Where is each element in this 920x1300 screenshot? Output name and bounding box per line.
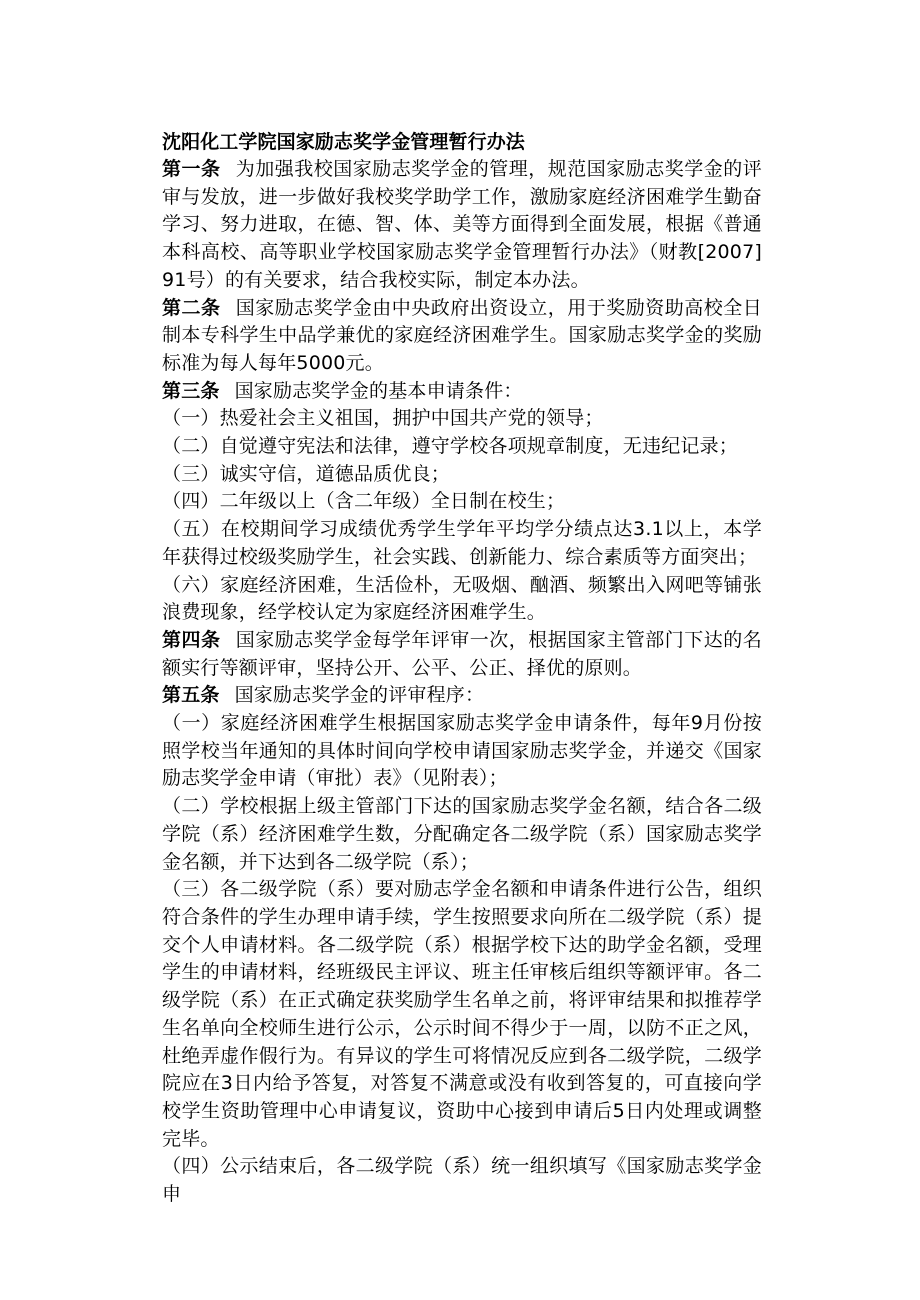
article-paragraph xyxy=(162,682,762,710)
document-title: 沈阳化工学院国家励志奖学金管理暂行办法 xyxy=(162,131,525,153)
article-paragraph xyxy=(162,156,762,295)
article-paragraph xyxy=(162,627,762,682)
clause-paragraph xyxy=(162,876,762,1153)
paragraph-text: （三）诚实守信，道德品质优良； xyxy=(162,462,451,485)
paragraph-text: （二）学校根据上级主管部门下达的国家励志奖学金名额，结合各二级学院（系）经济困难学生数，分配确定各二级学院（系）国家励志奖学金名额，并下达到各二级学院（系）； xyxy=(162,795,762,873)
clause-paragraph xyxy=(162,793,762,876)
clause-paragraph xyxy=(162,572,762,627)
clause-paragraph xyxy=(162,488,762,516)
paragraph-text: （二）自觉遵守宪法和法律，遵守学校各项规章制度，无违纪记录； xyxy=(162,435,739,458)
clause-paragraph xyxy=(162,461,762,489)
paragraph-text: 国家励志奖学金的评审程序： xyxy=(234,684,485,707)
paragraph-text: （四）二年级以上（含二年级）全日制在校生； xyxy=(162,490,566,513)
article-label: 第二条 xyxy=(162,296,221,319)
paragraph-text: （一）热爱社会主义祖国，拥护中国共产党的领导； xyxy=(162,407,604,430)
clause-paragraph xyxy=(162,516,762,571)
paragraph-text: （四）公示结束后，各二级学院（系）统一组织填写《国家励志奖学金申 xyxy=(162,1155,762,1206)
article-paragraph xyxy=(162,295,762,378)
paragraph-text: 国家励志奖学金的基本申请条件： xyxy=(234,379,523,402)
clause-paragraph xyxy=(162,1153,762,1208)
article-label: 第四条 xyxy=(162,628,221,651)
article-label: 第五条 xyxy=(162,684,220,707)
clause-paragraph xyxy=(162,433,762,461)
document-body xyxy=(162,156,762,1209)
paragraph-text: （三）各二级学院（系）要对励志学金名额和申请条件进行公告，组织符合条件的学生办理申请手续，学生按照要求向所在二级学院（系）提交个人申请材料。各二级学院（系）根据学校下达的助学金名额，受理学生的申请材料，经班级民主评议、班主任审核后组织等额评审。各二级学院（系）在正式确定获奖励学生名单之前，将评审结果和拟推荐学生名单向全校师生进行公示，公示时间不得少于一周，以防不正之风，杜绝弄虚作假行为。有异议的学生可将情况反应到各二级学院，二级学院应在3日内给予答复，对答复不满意或没有收到答复的，可直接向学校学生资助管理中心申请复议，资助中心接到申请后5日内处理或调整完毕。 xyxy=(162,878,762,1150)
clause-paragraph xyxy=(162,710,762,793)
paragraph-text: 国家励志奖学金每学年评审一次，根据国家主管部门下达的名额实行等额评审，坚持公开、公平、公正、择优的原则。 xyxy=(162,628,762,679)
paragraph-text: 国家励志奖学金由中央政府出资设立，用于奖励资助高校全日制本专科学生中品学兼优的家庭经济困难学生。国家励志奖学金的奖励标准为每人每年5000元。 xyxy=(162,296,762,374)
article-label: 第三条 xyxy=(162,379,220,402)
article-label: 第一条 xyxy=(162,158,221,180)
clause-paragraph xyxy=(162,405,762,433)
article-paragraph xyxy=(162,378,762,406)
paragraph-text: （六）家庭经济困难，生活俭朴，无吸烟、酗酒、频繁出入网吧等铺张浪费现象，经学校认定为家庭经济困难学生。 xyxy=(162,573,762,624)
paragraph-text: 为加强我校国家励志奖学金的管理，规范国家励志奖学金的评审与发放，进一步做好我校奖学助学工作，激励家庭经济困难学生勤奋学习、努力进取，在德、智、体、美等方面得到全面发展，根据《普通本科高校、高等职业学校国家励志奖学金管理暂行办法》（财教[2007]91号）的有关要求，结合我校实际，制定本办法。 xyxy=(162,158,762,291)
paragraph-text: （五）在校期间学习成绩优秀学生学年平均学分绩点达3.1以上，本学年获得过校级奖励学生，社会实践、创新能力、综合素质等方面突出； xyxy=(162,518,762,568)
paragraph-text: （一）家庭经济困难学生根据国家励志奖学金申请条件，每年9月份按照学校当年通知的具体时间向学校申请国家励志奖学金，并递交《国家励志奖学金申请（审批）表》（见附表）； xyxy=(162,712,762,790)
